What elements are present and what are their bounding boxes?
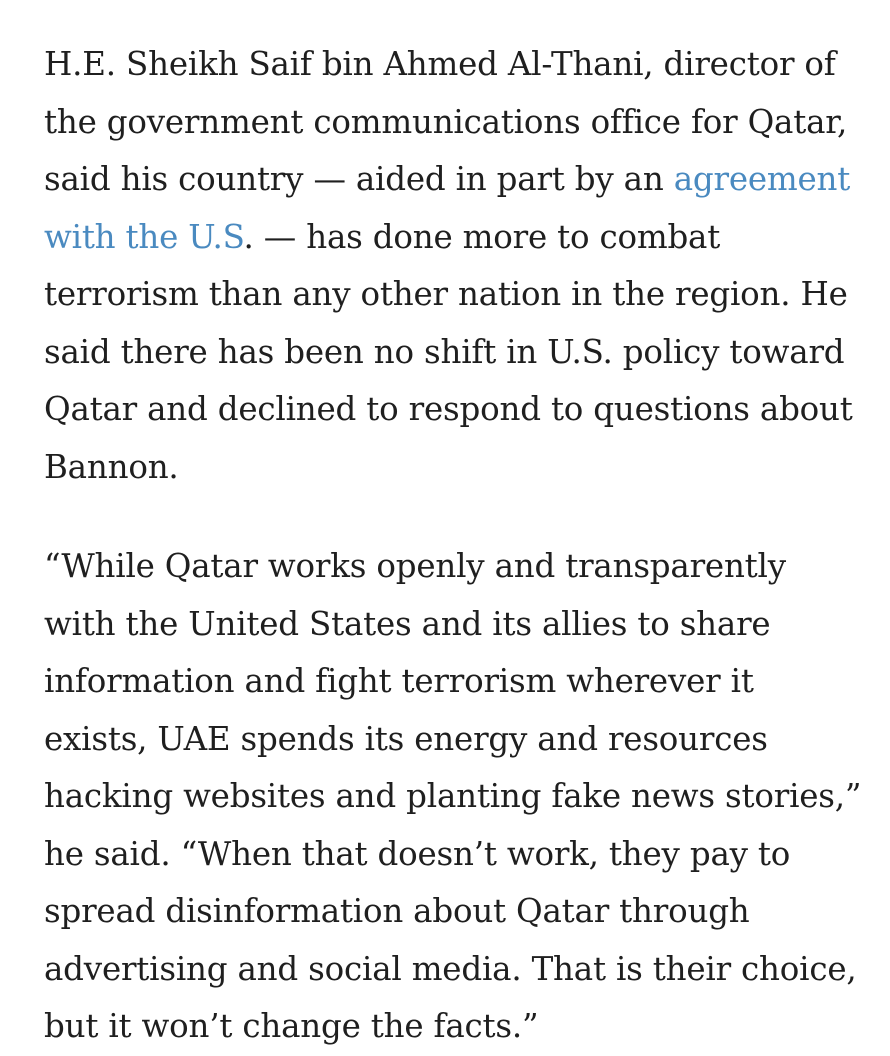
text-run: but it won’t change the facts.” [44,1007,539,1045]
text-run: Qatar and declined to respond to questions about [44,390,853,428]
text-run: he said. “When that doesn’t work, they pay to [44,834,791,873]
text-run: said his country — aided in part by an [44,160,674,198]
text-run: hacking websites and planting fake news stories,” [44,777,862,815]
text-line [44,826,874,884]
text-run: terrorism than any other nation in the region. He [44,275,848,313]
text-line [44,266,874,324]
text-line [44,324,874,382]
paragraph-1 [44,36,874,496]
text-run: said there has been no shift in U.S. policy toward [44,332,845,371]
text-line [44,94,874,152]
text-line [44,538,874,596]
text-line [44,998,874,1056]
text-line [44,653,874,711]
paragraph-2-quote [44,538,874,1056]
text-run: H.E. Sheikh Saif bin Ahmed Al-Thani, director of [44,45,836,83]
text-line [44,439,874,497]
text-line [44,151,874,209]
agreement-link[interactable]: with the U.S [44,217,244,256]
text-line [44,768,874,826]
text-run: spread disinformation about Qatar through [44,892,750,930]
text-line [44,381,874,439]
agreement-link[interactable]: agreement [673,160,851,198]
text-line [44,36,874,94]
text-run: Bannon. [44,447,179,486]
article-body [44,36,874,1056]
text-run: with the United States and its allies to share [44,604,771,643]
text-line [44,596,874,654]
text-run: exists, UAE spends its energy and resources [44,719,768,758]
text-line [44,883,874,941]
text-line [44,711,874,769]
text-run: “While Qatar works openly and transparently [44,547,786,585]
text-line [44,209,874,267]
text-run: the government communications office for Qatar, [44,102,848,141]
text-run: . — has done more to combat [243,217,721,256]
text-line [44,941,874,999]
text-run: advertising and social media. That is their choice, [44,949,857,988]
text-run: information and fight terrorism wherever it [44,662,754,700]
